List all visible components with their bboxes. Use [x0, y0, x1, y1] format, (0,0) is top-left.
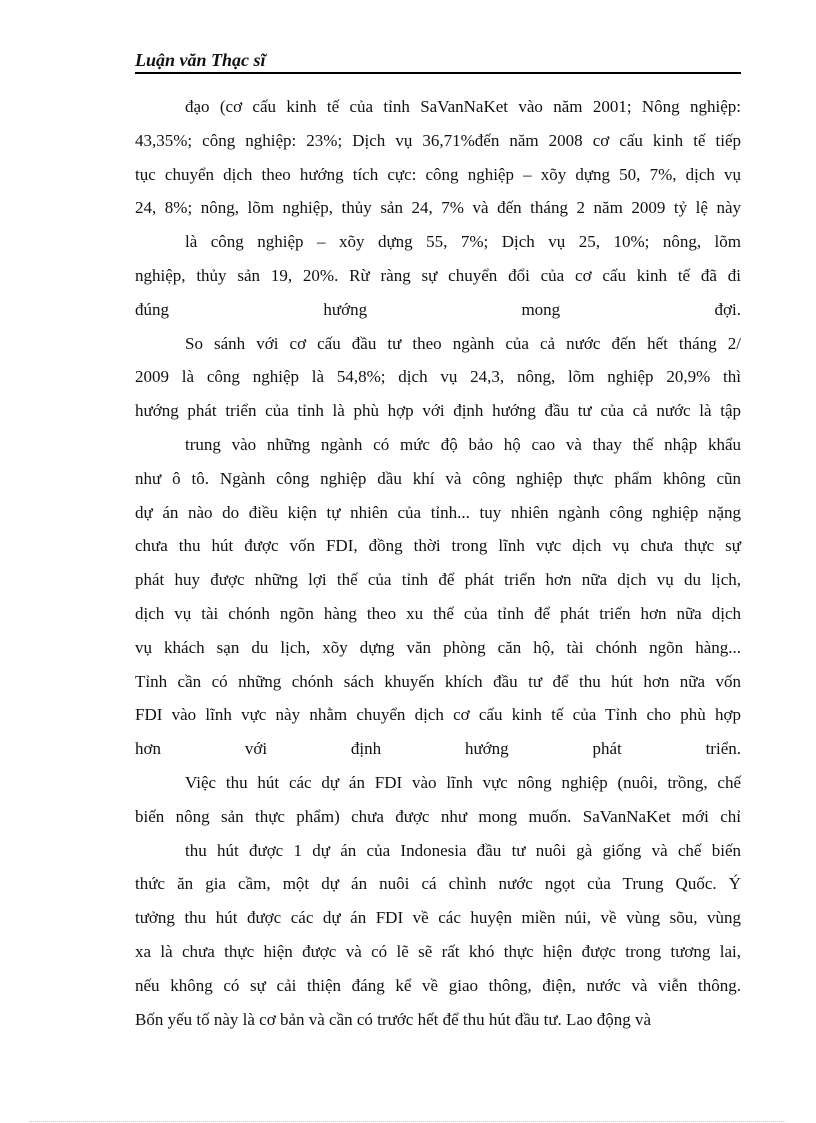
text-line: thu hút được 1 dự án của Indonesia đầu tư nuôi gà giống và chế biến [185, 840, 741, 860]
text-line: hơn với định hướng phát triển. [135, 739, 741, 759]
text-line: Việc thu hút các dự án FDI vào lĩnh vực nông nghiệp (nuôi, trồng, chế [185, 772, 741, 792]
text-line: đạo (cơ cấu kinh tế của tỉnh SaVanNaKet vào năm 2001; Nông nghiệp: [185, 97, 741, 116]
text-line: tục chuyển dịch theo hướng tích cực: công nghiệp – xõy dựng 50, 7%, dịch vụ [135, 164, 741, 184]
text-line: tưởng thu hút được các dự án FDI về các huyện miền núi, về vùng sõu, vùng [135, 908, 741, 928]
text-line: thức ăn gia cầm, một dự án nuôi cá chình nước ngọt của Trung Quốc. Ý [135, 874, 741, 894]
text-line: 43,35%; công nghiệp: 23%; Dịch vụ 36,71%đến năm 2008 cơ cấu kinh tế tiếp [135, 130, 741, 150]
page-bottom-divider [30, 1121, 786, 1122]
text-line: FDI vào lĩnh vực này nhằm chuyển dịch cơ cấu kinh tế của Tỉnh cho phù hợp [135, 705, 741, 725]
text-line: biến nông sản thực phẩm) chưa được như mong muốn. SaVanNaKet mới chỉ [135, 806, 741, 826]
text-line: Tỉnh cần có những chónh sách khuyến khích đầu tư để thu hút hơn nữa vốn [135, 671, 741, 691]
text-line: 2009 là công nghiệp là 54,8%; dịch vụ 24,3, nông, lõm nghiệp 20,9% thì [135, 367, 741, 387]
header-title: Luận văn Thạc sĩ [135, 50, 266, 70]
text-line: phát huy được những lợi thế của tỉnh để phát triển hơn nữa dịch vụ du lịch, [135, 570, 741, 590]
text-line: dự án nào do điều kiện tự nhiên của tỉnh... tuy nhiên ngành công nghiệp nặng [135, 502, 741, 522]
text-line: 24, 8%; nông, lõm nghiệp, thủy sản 24, 7% và đến tháng 2 năm 2009 tỷ lệ này [135, 198, 741, 218]
text-line: nếu không có sự cải thiện đáng kể về giao thông, điện, nước và viễn thông. [135, 975, 741, 995]
text-line: đúng hướng mong đợi. [135, 299, 741, 319]
text-line: xa là chưa thực hiện được và có lẽ sẽ rất khó thực hiện được trong tương lai, [135, 941, 741, 961]
text-line: như ô tô. Ngành công nghiệp dầu khí và công nghiệp thực phẩm không cũn [135, 468, 741, 488]
text-line: chưa thu hút được vốn FDI, đồng thời trong lĩnh vực dịch vụ chưa thực sự [135, 536, 741, 556]
text-line: trung vào những ngành có mức độ bảo hộ cao và thay thế nhập khẩu [185, 434, 741, 454]
text-line: Bốn yếu tố này là cơ bản và cần có trước hết để thu hút đầu tư. Lao động và [135, 1009, 652, 1029]
text-line: So sánh với cơ cấu đầu tư theo ngành của cả nước đến hết tháng 2/ [185, 333, 741, 353]
text-line: vụ khách sạn du lịch, xõy dựng văn phòng căn hộ, tài chónh ngõn hàng... [135, 637, 741, 657]
text-line: hướng phát triển của tỉnh là phù hợp với định hướng đầu tư của cả nước là tập [135, 401, 741, 421]
text-line: dịch vụ tài chónh ngõn hàng theo xu thế của tỉnh để phát triển hơn nữa dịch [135, 603, 741, 623]
text-line: nghiệp, thủy sản 19, 20%. Rừ ràng sự chuyển đổi của cơ cấu kinh tế đã đi [135, 265, 741, 285]
page-header [135, 49, 741, 74]
body-text [135, 90, 741, 1036]
text-line: là công nghiệp – xõy dựng 55, 7%; Dịch vụ 25, 10%; nông, lõm [185, 232, 741, 252]
